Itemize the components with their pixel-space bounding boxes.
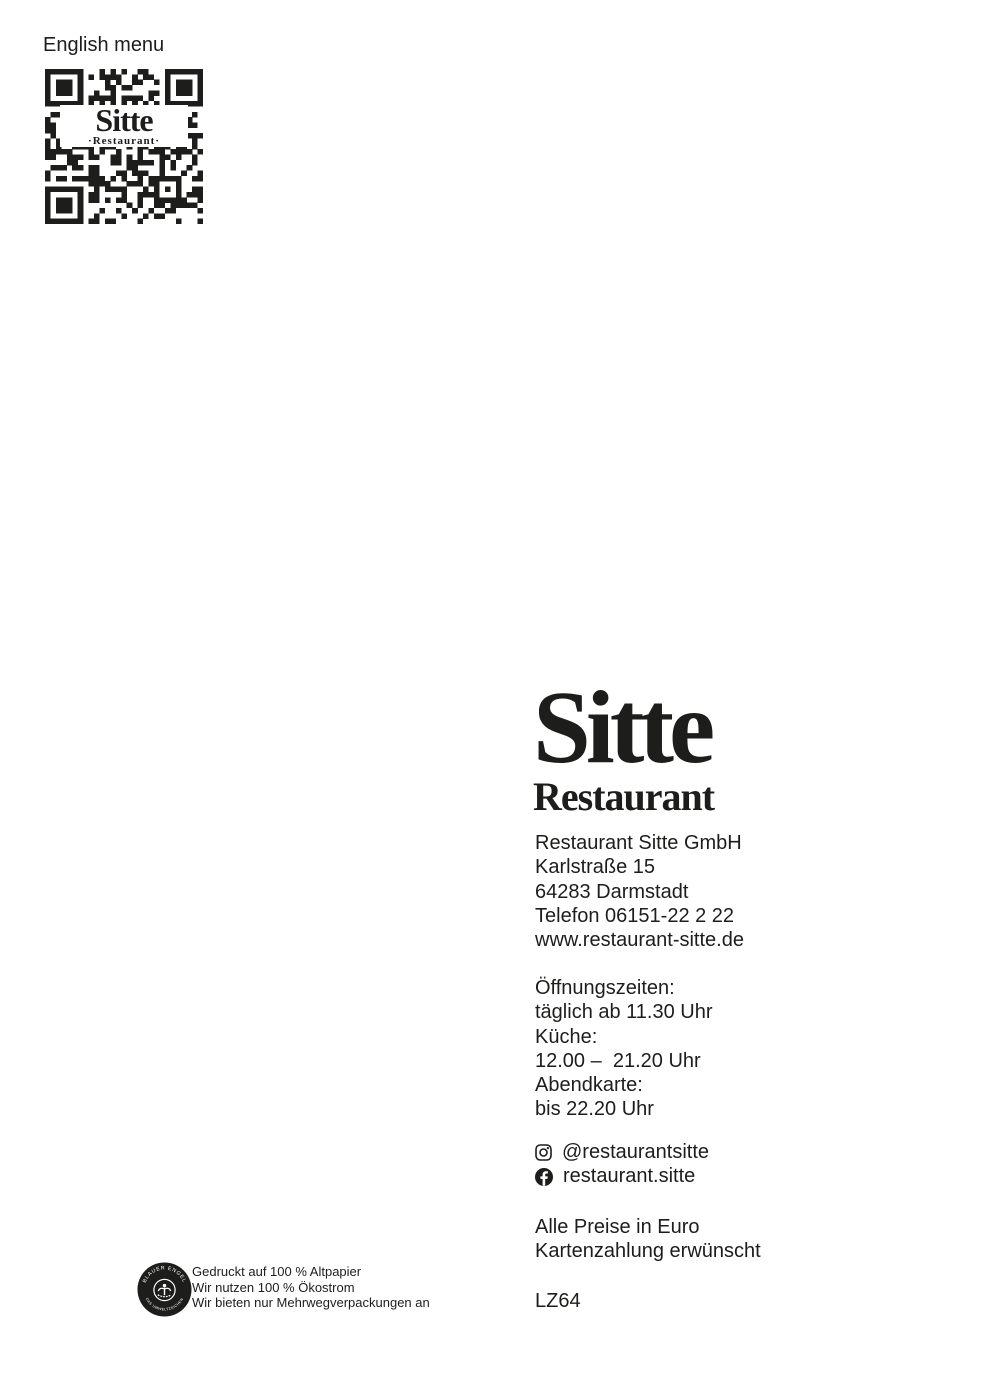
print-code: LZ64	[535, 1290, 581, 1312]
eco-text-block	[192, 1264, 430, 1311]
blauer-engel-badge-icon	[137, 1262, 192, 1317]
brand-logo-subtitle: Restaurant	[533, 774, 715, 819]
social-block	[535, 1140, 709, 1189]
qr-center-title: Sitte	[95, 102, 153, 139]
hours-line: bis 22.20 Uhr	[535, 1098, 654, 1121]
hours-line: 12.00 – 21.20 Uhr	[535, 1049, 701, 1072]
qr-center-label	[60, 102, 188, 148]
note-line: Kartenzahlung erwünscht	[535, 1240, 761, 1263]
badge-top-text: BLAUER ENGEL	[141, 1265, 188, 1284]
social-row-instagram	[535, 1140, 709, 1165]
eco-line: Wir nutzen 100 % Ökostrom	[192, 1279, 355, 1295]
brand-block	[533, 670, 715, 819]
instagram-handle: @restaurantsitte	[562, 1140, 710, 1163]
eco-line: Gedruckt auf 100 % Altpapier	[192, 1264, 362, 1279]
eco-line: Wir bieten nur Mehrwegverpackungen an	[192, 1295, 430, 1311]
qr-code	[45, 69, 203, 224]
social-row-facebook	[535, 1165, 709, 1190]
facebook-icon	[535, 1168, 553, 1186]
note-line: Alle Preise in Euro	[535, 1216, 700, 1238]
opening-hours-block	[535, 976, 713, 1122]
contact-line-website: www.restaurant-sitte.de	[535, 929, 744, 952]
contact-line: Restaurant Sitte GmbH	[535, 832, 742, 854]
badge-bottom-text: DAS UMWELTZEICHEN	[144, 1297, 185, 1312]
hours-line: Küche:	[535, 1025, 598, 1048]
notes-block	[535, 1215, 761, 1264]
contact-line: Karlstraße 15	[535, 856, 656, 879]
hours-line: Öffnungszeiten:	[535, 977, 675, 999]
contact-line: 64283 Darmstadt	[535, 880, 689, 903]
brand-logo-title: Sitte	[533, 670, 711, 785]
contact-block	[535, 831, 744, 952]
hours-line: täglich ab 11.30 Uhr	[535, 1001, 713, 1024]
qr-center-subtitle: ·Restaurant·	[88, 135, 160, 148]
contact-line-phone: Telefon 06151-22 2 22	[535, 904, 735, 927]
instagram-icon	[535, 1144, 552, 1161]
facebook-handle: restaurant.sitte	[563, 1165, 696, 1188]
hours-line: Abendkarte:	[535, 1074, 643, 1097]
english-menu-label: English menu	[43, 34, 165, 56]
